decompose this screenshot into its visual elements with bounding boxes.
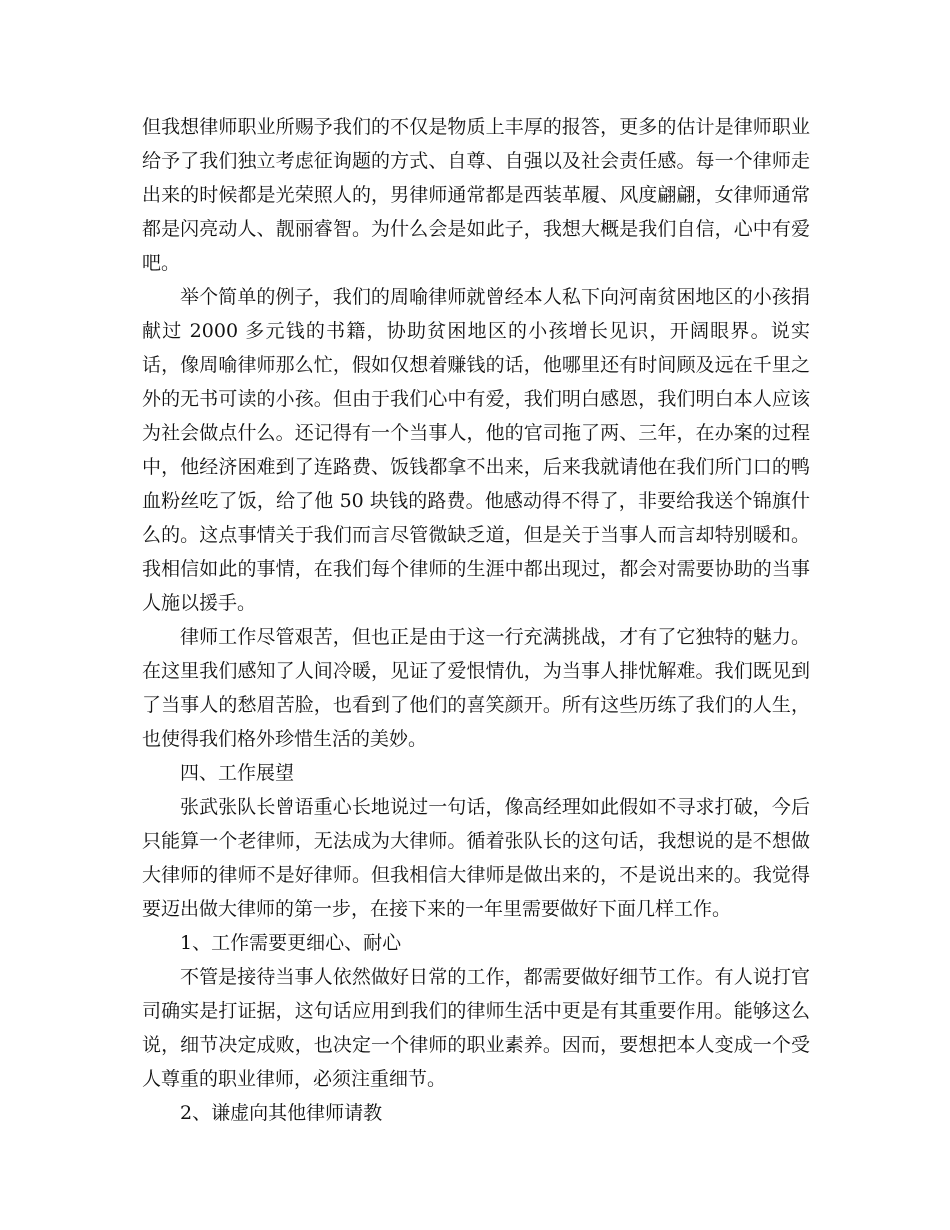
subheading-learning: 2、谦虚向其他律师请教 [180,1102,383,1124]
subheading-detail: 1、工作需要更细心、耐心 [180,932,402,954]
paragraph-outlook: 张武张队长曾语重心长地说过一句话，像高经理如此假如不寻求打破，今后只能算一个老律师，无法成为大律师。循着张队长的这句话，我想说的是不想做大律师的律师不是好律师。但我相信大律师是做出来的，不是说出来的。我觉得要迈出做大律师的第一步，在接下来的一年里需要做好下面几样工作。 [142,796,810,920]
paragraph-challenge: 律师工作尽管艰苦，但也正是由于这一行充满挑战，才有了它独特的魅力。在这里我们感知了人间冷暖，见证了爱恨情仇，为当事人排忧解难。我们既见到了当事人的愁眉苦脸，也看到了他们的喜笑颜开。所有这些历练了我们的人生，也使得我们格外珍惜生活的美妙。 [142,626,810,750]
section-heading-outlook: 四、工作展望 [180,762,295,784]
paragraph-opening: 但我想律师职业所赐予我们的不仅是物质上丰厚的报答，更多的估计是律师职业给予了我们独立考虑征询题的方式、自尊、自强以及社会责任感。每一个律师走出来的时候都是光荣照人的，男律师通常都是西装革履、风度翩翩，女律师通常都是闪亮动人、靓丽睿智。为什么会是如此子，我想大概是我们自信，心中有爱吧。 [142,116,810,274]
paragraph-detail: 不管是接待当事人依然做好日常的工作，都需要做好细节工作。有人说打官司确实是打证据，这句话应用到我们的律师生活中更是有其重要作用。能够这么说，细节决定成败，也决定一个律师的职业素养。因而，要想把本人变成一个受人尊重的职业律师，必须注重细节。 [142,966,810,1090]
document-body [142,110,810,1130]
paragraph-example: 举个简单的例子，我们的周喻律师就曾经本人私下向河南贫困地区的小孩捐献过 2000 多元钱的书籍，协助贫困地区的小孩增长见识，开阔眼界。说实话，像周喻律师那么忙，假如仅想着赚钱的话，他哪里还有时间顾及远在千里之外的无书可读的小孩。但由于我们心中有爱，我们明白感恩，我们明白本人应该为社会做点什么。还记得有一个当事人，他的官司拖了两、三年，在办案的过程中，他经济困难到了连路费、饭钱都拿不出来，后来我就请他在我们所门口的鸭血粉丝吃了饭，给了他 50 块钱的路费。他感动得不得了，非要给我送个锦旗什么的。这点事情关于我们而言尽管微缺乏道，但是关于当事人而言却特别暖和。我相信如此的事情，在我们每个律师的生涯中都出现过，都会对需要协助的当事人施以援手。 [142,286,810,614]
